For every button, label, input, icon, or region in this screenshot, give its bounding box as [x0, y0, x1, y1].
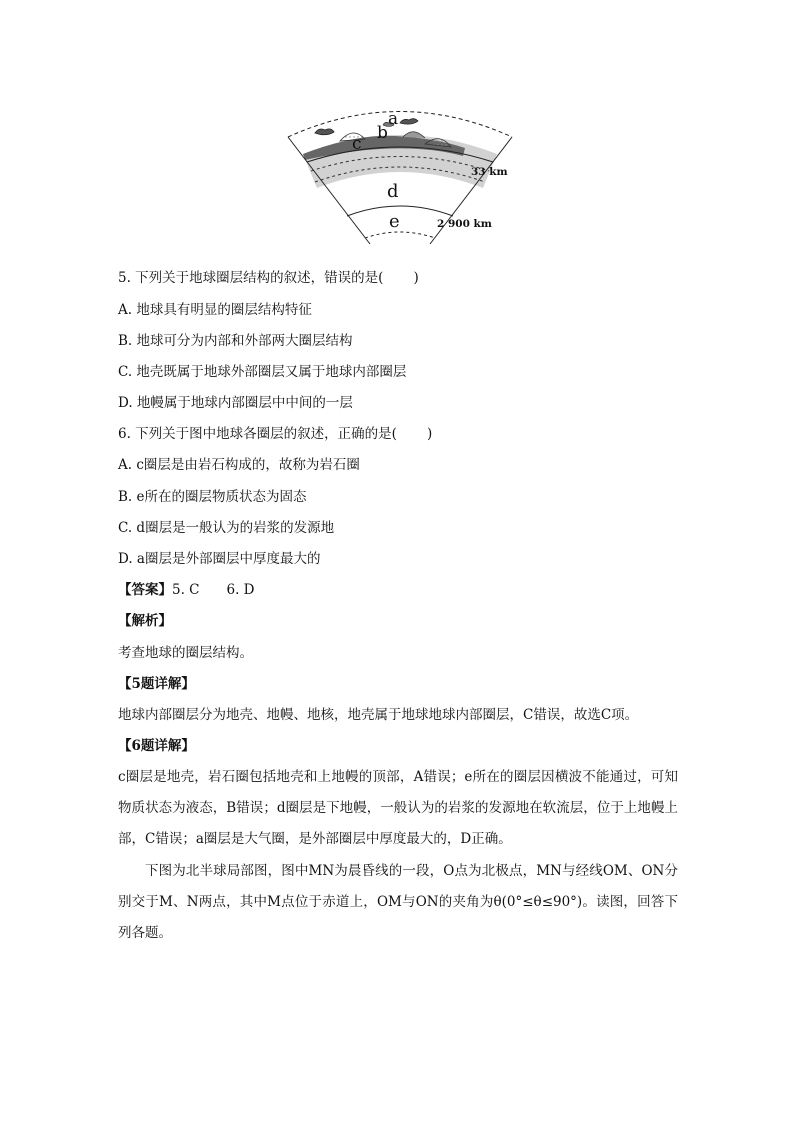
question-6-stem: 6. 下列关于图中地球各圈层的叙述，正确的是( )	[118, 426, 433, 442]
detail-5-label: 【5题详解】	[118, 676, 195, 692]
depth-label-2900km: 2 900 km	[437, 218, 492, 230]
answer-label: 【答案】	[118, 582, 172, 598]
answer-text: 5. C 6. D	[172, 582, 255, 598]
question-6-option-b: B. e所在的圈层物质状态为固态	[118, 489, 307, 505]
inner-dashed-arc	[365, 232, 435, 238]
depth-label-33km: 33 km	[471, 166, 508, 178]
detail-5-text: 地球内部圈层分为地壳、地幔、地核，地壳属于地球地球内部圈层，C错误，故选C项。	[118, 707, 639, 723]
question-5-option-c: C. 地壳既属于地球外部圈层又属于地球内部圈层	[118, 364, 407, 380]
question-5-stem: 5. 下列关于地球圈层结构的叙述，错误的是( )	[118, 270, 419, 286]
cloud-left	[315, 129, 334, 135]
question-6-option-a: A. c圈层是由岩石构成的，故称为岩石圈	[118, 457, 360, 473]
detail-6-label: 【6题详解】	[118, 738, 195, 754]
detail-6-text: c圈层是地壳，岩石圈包括地壳和上地幔的顶部，A错误；e所在的圈层因横波不能通过，可知物质状态为液态，B错误；d圈层是下地幔，一般认为的岩浆的发源地在软流层，位于上地幔上部，C错误；a圈层是大气圈，是外部圈层中厚度最大的，D正确。	[118, 769, 678, 847]
answer-line	[118, 581, 255, 599]
next-question-intro: 下图为北半球局部图，图中MN为晨昏线的一段，O点为北极点，MN与经线OM、ON分别交于M、N两点，其中M点位于赤道上，OM与ON的夹角为θ(0°≤θ≤90°)。读图，回答下列各题。	[118, 863, 678, 941]
question-5-option-a: A. 地球具有明显的圈层结构特征	[118, 302, 312, 318]
label-b: b	[377, 123, 388, 143]
question-5-option-d: D. 地幔属于地球内部圈层中中间的一层	[118, 395, 353, 411]
question-6-option-c: C. d圈层是一般认为的岩浆的发源地	[118, 520, 335, 536]
ridge	[403, 132, 425, 138]
label-c: c	[352, 134, 362, 154]
label-e: e	[389, 211, 400, 232]
label-a: a	[388, 109, 399, 129]
question-5-option-b: B. 地球可分为内部和外部两大圈层结构	[118, 333, 353, 349]
analysis-label: 【解析】	[118, 613, 172, 629]
question-6-option-d: D. a圈层是外部圈层中厚度最大的	[118, 551, 321, 567]
label-d: d	[387, 181, 399, 202]
core-boundary-arc	[347, 206, 453, 216]
earth-layers-diagram	[285, 104, 515, 249]
cloud-right	[400, 119, 418, 124]
analysis-text: 考查地球的圈层结构。	[118, 645, 253, 661]
